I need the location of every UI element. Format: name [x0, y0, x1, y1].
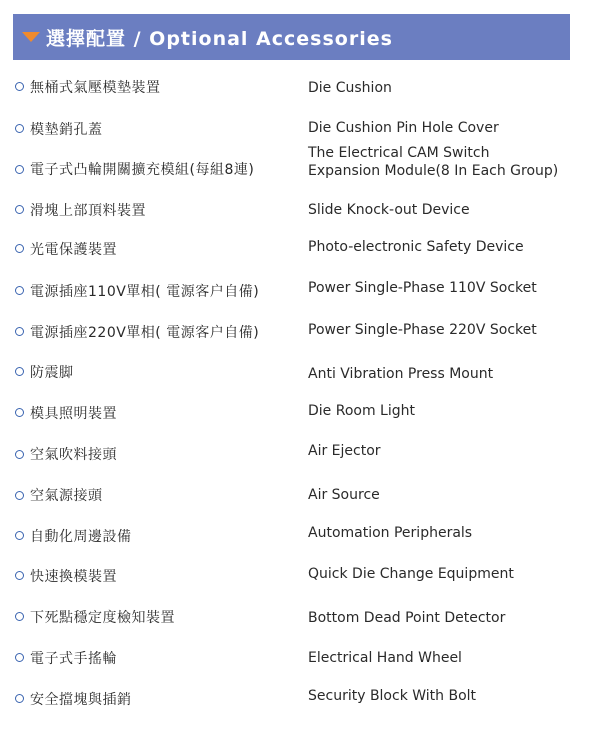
circle-bullet-icon — [15, 124, 24, 133]
item-chinese-label: 電子式手搖輪 — [30, 651, 117, 667]
item-chinese-label: 自動化周邊設備 — [30, 529, 132, 545]
circle-bullet-icon — [15, 165, 24, 174]
circle-bullet-icon — [15, 408, 24, 417]
item-english-label: Automation Peripherals — [308, 525, 473, 541]
circle-bullet-icon — [15, 205, 24, 214]
item-english-label: Die Cushion — [308, 80, 392, 96]
item-chinese-label: 空氣吹料接頭 — [30, 447, 117, 463]
item-english-label: Quick Die Change Equipment — [308, 566, 514, 582]
item-english-label: Die Room Light — [308, 403, 415, 419]
item-chinese-label: 無桶式氣壓模墊裝置 — [30, 80, 161, 96]
item-chinese-label: 電源插座220V單相( 電源客户自備) — [30, 325, 260, 341]
item-chinese-label: 滑塊上部頂料裝置 — [30, 203, 146, 219]
item-chinese-label: 模墊銷孔蓋 — [30, 122, 103, 138]
circle-bullet-icon — [15, 286, 24, 295]
item-chinese-label: 下死點穩定度檢知裝置 — [30, 610, 175, 626]
item-chinese-label: 安全擋塊與插銷 — [30, 692, 132, 708]
item-english-label: The Electrical CAM Switch — [308, 145, 490, 161]
circle-bullet-icon — [15, 491, 24, 500]
section-title: 選擇配置 / Optional Accessories — [46, 27, 393, 50]
circle-bullet-icon — [15, 450, 24, 459]
item-chinese-label: 電子式凸輪開關擴充模組(每組8連) — [30, 162, 255, 178]
item-english-label: Air Source — [308, 487, 380, 503]
item-english-label: Die Cushion Pin Hole Cover — [308, 120, 499, 136]
item-chinese-label: 光電保護裝置 — [30, 242, 117, 258]
item-chinese-label: 快速換模裝置 — [30, 569, 117, 585]
item-chinese-label: 模具照明裝置 — [30, 406, 117, 422]
circle-bullet-icon — [15, 244, 24, 253]
circle-bullet-icon — [15, 571, 24, 580]
circle-bullet-icon — [15, 694, 24, 703]
item-chinese-label: 空氣源接頭 — [30, 488, 103, 504]
item-english-label-line2: Expansion Module(8 In Each Group) — [308, 163, 559, 179]
item-english-label: Photo-electronic Safety Device — [308, 239, 524, 255]
circle-bullet-icon — [15, 612, 24, 621]
item-english-label: Security Block With Bolt — [308, 688, 477, 704]
circle-bullet-icon — [15, 367, 24, 376]
item-english-label: Slide Knock-out Device — [308, 202, 470, 218]
item-english-label: Anti Vibration Press Mount — [308, 366, 494, 382]
circle-bullet-icon — [15, 327, 24, 336]
item-english-label: Power Single-Phase 110V Socket — [308, 280, 537, 296]
item-english-label: Electrical Hand Wheel — [308, 650, 462, 666]
item-english-label: Air Ejector — [308, 443, 381, 459]
item-english-label: Power Single-Phase 220V Socket — [308, 322, 537, 338]
item-chinese-label: 電源插座110V單相( 電源客户自備) — [30, 284, 260, 300]
item-english-label: Bottom Dead Point Detector — [308, 610, 506, 626]
circle-bullet-icon — [15, 653, 24, 662]
circle-bullet-icon — [15, 531, 24, 540]
item-chinese-label: 防震脚 — [30, 365, 74, 381]
circle-bullet-icon — [15, 82, 24, 91]
